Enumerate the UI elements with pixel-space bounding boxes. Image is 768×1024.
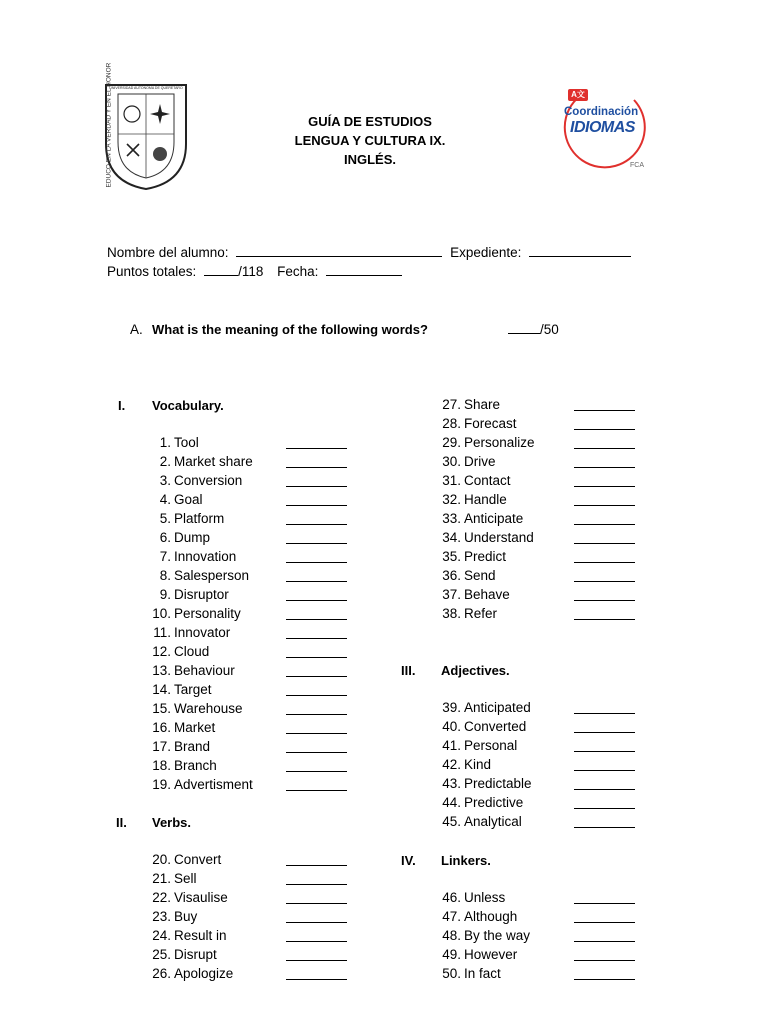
- item-word: Forecast: [464, 416, 517, 431]
- item-number: 40.: [442, 719, 461, 734]
- item-number: 4.: [159, 492, 171, 507]
- item-number: 8.: [159, 568, 171, 583]
- item-number: 26.: [152, 966, 171, 981]
- answer-blank[interactable]: [574, 732, 635, 733]
- answer-blank[interactable]: [286, 979, 347, 980]
- section-title-adjectives: Adjectives.: [441, 663, 510, 678]
- answer-blank[interactable]: [574, 524, 635, 525]
- item-word: Drive: [464, 454, 496, 469]
- answer-blank[interactable]: [286, 884, 347, 885]
- list-item: [441, 890, 505, 905]
- list-item: [441, 700, 531, 715]
- answer-blank[interactable]: [286, 695, 347, 696]
- item-number: 3.: [159, 473, 171, 488]
- points-label: Puntos totales:: [107, 264, 197, 279]
- item-word: Refer: [464, 606, 498, 621]
- list-item: [441, 947, 517, 962]
- list-item: [151, 644, 209, 659]
- item-word: Conversion: [174, 473, 243, 488]
- page-title-line3: INGLÉS.: [343, 152, 396, 167]
- list-item: [151, 720, 215, 735]
- item-word: Contact: [464, 473, 511, 488]
- list-item: [151, 473, 242, 488]
- answer-blank[interactable]: [286, 790, 347, 791]
- list-item: [441, 435, 535, 450]
- answer-blank[interactable]: [286, 524, 347, 525]
- item-word: Analytical: [464, 814, 522, 829]
- item-number: 35.: [442, 549, 461, 564]
- item-word: Predict: [464, 549, 507, 564]
- list-item: [441, 966, 501, 981]
- answer-blank[interactable]: [574, 562, 635, 563]
- answer-blank[interactable]: [286, 505, 347, 506]
- page-title-line1: GUÍA DE ESTUDIOS: [308, 114, 432, 129]
- item-number: 44.: [442, 795, 461, 810]
- item-number: 28.: [442, 416, 461, 431]
- university-shield-icon: [103, 62, 189, 192]
- list-item: [151, 663, 235, 678]
- answer-blank[interactable]: [574, 581, 635, 582]
- answer-blank[interactable]: [574, 827, 635, 828]
- item-number: 45.: [442, 814, 461, 829]
- item-word: Innovation: [174, 549, 237, 564]
- answer-blank[interactable]: [574, 941, 635, 942]
- item-number: 27.: [442, 397, 461, 412]
- item-number: 32.: [442, 492, 461, 507]
- item-number: 5.: [159, 511, 171, 526]
- item-number: 18.: [152, 758, 171, 773]
- item-word: Tool: [174, 435, 199, 450]
- item-number: 19.: [152, 777, 171, 792]
- item-word: Unless: [464, 890, 506, 905]
- list-item: [441, 416, 517, 431]
- item-number: 37.: [442, 587, 461, 602]
- answer-blank[interactable]: [574, 770, 635, 771]
- item-number: 41.: [442, 738, 461, 753]
- answer-blank[interactable]: [574, 429, 635, 430]
- item-word: Visaulise: [174, 890, 228, 905]
- item-word: Platform: [174, 511, 225, 526]
- item-number: 17.: [152, 739, 171, 754]
- section-title-vocabulary: Vocabulary.: [152, 398, 224, 413]
- item-number: 48.: [442, 928, 461, 943]
- answer-blank[interactable]: [574, 713, 635, 714]
- item-number: 30.: [442, 454, 461, 469]
- idiomas-badge: A文: [568, 89, 588, 101]
- answer-blank[interactable]: [286, 676, 347, 677]
- list-item: [151, 568, 249, 583]
- item-number: 16.: [152, 720, 171, 735]
- list-item: [441, 397, 500, 412]
- item-number: 10.: [152, 606, 171, 621]
- list-item: [441, 719, 526, 734]
- section-title-verbs: Verbs.: [152, 815, 192, 830]
- section-a-score-field[interactable]: [508, 322, 540, 334]
- answer-blank[interactable]: [286, 752, 347, 753]
- item-word: Behave: [464, 587, 510, 602]
- list-item: [151, 435, 199, 450]
- item-word: Buy: [174, 909, 198, 924]
- answer-blank[interactable]: [286, 960, 347, 961]
- list-item: [151, 511, 224, 526]
- item-word: Personal: [464, 738, 518, 753]
- item-word: Converted: [464, 719, 527, 734]
- item-word: Salesperson: [174, 568, 250, 583]
- answer-blank[interactable]: [574, 543, 635, 544]
- answer-blank[interactable]: [286, 600, 347, 601]
- answer-blank[interactable]: [286, 657, 347, 658]
- student-name-row: [107, 245, 631, 260]
- page-title-line2: LENGUA Y CULTURA IX.: [294, 133, 446, 148]
- list-item: [151, 758, 217, 773]
- answer-blank[interactable]: [574, 922, 635, 923]
- section-a-letter: A.: [130, 322, 143, 337]
- answer-blank[interactable]: [574, 486, 635, 487]
- answer-blank[interactable]: [574, 808, 635, 809]
- item-word: Target: [174, 682, 212, 697]
- answer-blank[interactable]: [286, 865, 347, 866]
- item-word: In fact: [464, 966, 501, 981]
- answer-blank[interactable]: [574, 960, 635, 961]
- item-word: Disrupt: [174, 947, 217, 962]
- answer-blank[interactable]: [286, 619, 347, 620]
- item-number: 22.: [152, 890, 171, 905]
- list-item: [151, 454, 253, 469]
- answer-blank[interactable]: [574, 789, 635, 790]
- item-number: 14.: [152, 682, 171, 697]
- section-a-score: [508, 322, 559, 337]
- answer-blank[interactable]: [286, 941, 347, 942]
- item-word: Personalize: [464, 435, 535, 450]
- list-item: [151, 549, 236, 564]
- list-item: [151, 947, 217, 962]
- answer-blank[interactable]: [574, 903, 635, 904]
- answer-blank[interactable]: [286, 733, 347, 734]
- list-item: [441, 909, 517, 924]
- list-item: [151, 701, 243, 716]
- answer-blank[interactable]: [574, 619, 635, 620]
- item-word: Innovator: [174, 625, 231, 640]
- item-number: 1.: [159, 435, 171, 450]
- section-a-question: What is the meaning of the following words?: [152, 322, 428, 337]
- list-item: [441, 795, 523, 810]
- item-number: 47.: [442, 909, 461, 924]
- item-number: 46.: [442, 890, 461, 905]
- list-item: [441, 473, 511, 488]
- list-item: [151, 625, 230, 640]
- section-roman-II: II.: [116, 815, 127, 830]
- answer-blank[interactable]: [574, 505, 635, 506]
- list-item: [151, 890, 228, 905]
- university-logo: [103, 62, 189, 192]
- list-item: [151, 966, 233, 981]
- answer-blank[interactable]: [286, 562, 347, 563]
- student-points-row: [107, 264, 402, 279]
- list-item: [441, 587, 510, 602]
- list-item: [151, 777, 253, 792]
- item-word: However: [464, 947, 518, 962]
- item-word: Predictive: [464, 795, 524, 810]
- list-item: [441, 511, 523, 526]
- item-word: Result in: [174, 928, 227, 943]
- answer-blank[interactable]: [286, 467, 347, 468]
- item-word: Predictable: [464, 776, 532, 791]
- answer-blank[interactable]: [286, 922, 347, 923]
- item-number: 31.: [442, 473, 461, 488]
- item-word: Disruptor: [174, 587, 229, 602]
- item-number: 34.: [442, 530, 461, 545]
- answer-blank[interactable]: [286, 486, 347, 487]
- expediente-label: Expediente:: [450, 245, 522, 260]
- list-item: [441, 549, 506, 564]
- item-number: 9.: [159, 587, 171, 602]
- item-number: 12.: [152, 644, 171, 659]
- item-word: Goal: [174, 492, 203, 507]
- date-field[interactable]: [326, 264, 402, 276]
- list-item: [151, 739, 210, 754]
- item-word: Cloud: [174, 644, 210, 659]
- item-word: Sell: [174, 871, 197, 886]
- item-number: 7.: [159, 549, 171, 564]
- item-number: 20.: [152, 852, 171, 867]
- list-item: [151, 682, 212, 697]
- list-item: [441, 814, 522, 829]
- list-item: [441, 776, 532, 791]
- item-word: Advertisment: [174, 777, 253, 792]
- item-word: Market: [174, 720, 216, 735]
- item-number: 39.: [442, 700, 461, 715]
- answer-blank[interactable]: [574, 410, 635, 411]
- item-word: Although: [464, 909, 518, 924]
- list-item: [151, 909, 197, 924]
- item-word: Handle: [464, 492, 507, 507]
- answer-blank[interactable]: [574, 600, 635, 601]
- item-word: Behaviour: [174, 663, 235, 678]
- item-word: Send: [464, 568, 496, 583]
- answer-blank[interactable]: [286, 638, 347, 639]
- list-item: [151, 530, 210, 545]
- item-word: Share: [464, 397, 501, 412]
- item-word: Personality: [174, 606, 241, 621]
- item-number: 2.: [159, 454, 171, 469]
- answer-blank[interactable]: [286, 543, 347, 544]
- section-roman-III: III.: [401, 663, 416, 678]
- section-roman-I: I.: [118, 398, 126, 413]
- item-number: 50.: [442, 966, 461, 981]
- item-number: 23.: [152, 909, 171, 924]
- expediente-field[interactable]: [529, 245, 631, 257]
- item-number: 36.: [442, 568, 461, 583]
- list-item: [151, 871, 197, 886]
- item-number: 33.: [442, 511, 461, 526]
- list-item: [151, 852, 221, 867]
- answer-blank[interactable]: [286, 448, 347, 449]
- name-field[interactable]: [236, 245, 442, 257]
- answer-blank[interactable]: [286, 903, 347, 904]
- item-word: Convert: [174, 852, 222, 867]
- list-item: [441, 757, 491, 772]
- item-number: 13.: [152, 663, 171, 678]
- list-item: [151, 606, 241, 621]
- answer-blank[interactable]: [574, 751, 635, 752]
- item-word: Anticipate: [464, 511, 524, 526]
- item-number: 11.: [153, 625, 171, 640]
- item-number: 15.: [152, 701, 171, 716]
- item-word: Kind: [464, 757, 492, 772]
- item-word: Understand: [464, 530, 534, 545]
- logo-motto-left: EDUCO EN LA VERDAD Y EN EL HONOR: [105, 62, 113, 188]
- item-word: Apologize: [174, 966, 234, 981]
- date-label: Fecha:: [277, 264, 319, 279]
- item-number: 24.: [152, 928, 171, 943]
- item-number: 6.: [159, 530, 171, 545]
- name-label: Nombre del alumno:: [107, 245, 229, 260]
- item-word: Brand: [174, 739, 211, 754]
- item-number: 42.: [442, 757, 461, 772]
- item-number: 25.: [152, 947, 171, 962]
- item-word: Market share: [174, 454, 253, 469]
- list-item: [441, 454, 496, 469]
- item-word: Branch: [174, 758, 217, 773]
- item-word: Warehouse: [174, 701, 243, 716]
- idiomas-logo: [556, 86, 652, 176]
- answer-blank[interactable]: [574, 979, 635, 980]
- answer-blank[interactable]: [286, 581, 347, 582]
- idiomas-line1: Coordinación: [564, 106, 639, 118]
- logo-top-text: UNIVERSIDAD AUTONOMA DE QUERETARO: [109, 86, 183, 90]
- idiomas-sub: FCA: [630, 162, 644, 169]
- list-item: [441, 530, 534, 545]
- section-title-linkers: Linkers.: [441, 853, 491, 868]
- list-item: [151, 587, 229, 602]
- answer-blank[interactable]: [574, 467, 635, 468]
- answer-blank[interactable]: [286, 714, 347, 715]
- list-item: [441, 606, 497, 621]
- list-item: [441, 738, 517, 753]
- list-item: [151, 492, 203, 507]
- list-item: [441, 492, 507, 507]
- points-field[interactable]: [204, 264, 238, 276]
- item-word: By the way: [464, 928, 531, 943]
- item-number: 21.: [152, 871, 171, 886]
- section-roman-IV: IV.: [401, 853, 416, 868]
- list-item: [441, 928, 530, 943]
- item-number: 29.: [442, 435, 461, 450]
- item-number: 49.: [442, 947, 461, 962]
- item-number: 43.: [442, 776, 461, 791]
- answer-blank[interactable]: [286, 771, 347, 772]
- list-item: [151, 928, 227, 943]
- item-word: Anticipated: [464, 700, 531, 715]
- list-item: [441, 568, 496, 583]
- section-a-score-total: /50: [540, 322, 559, 337]
- points-total: /118: [238, 264, 264, 279]
- idiomas-line2: IDIOMAS: [570, 119, 635, 136]
- item-number: 38.: [442, 606, 461, 621]
- item-word: Dump: [174, 530, 211, 545]
- answer-blank[interactable]: [574, 448, 635, 449]
